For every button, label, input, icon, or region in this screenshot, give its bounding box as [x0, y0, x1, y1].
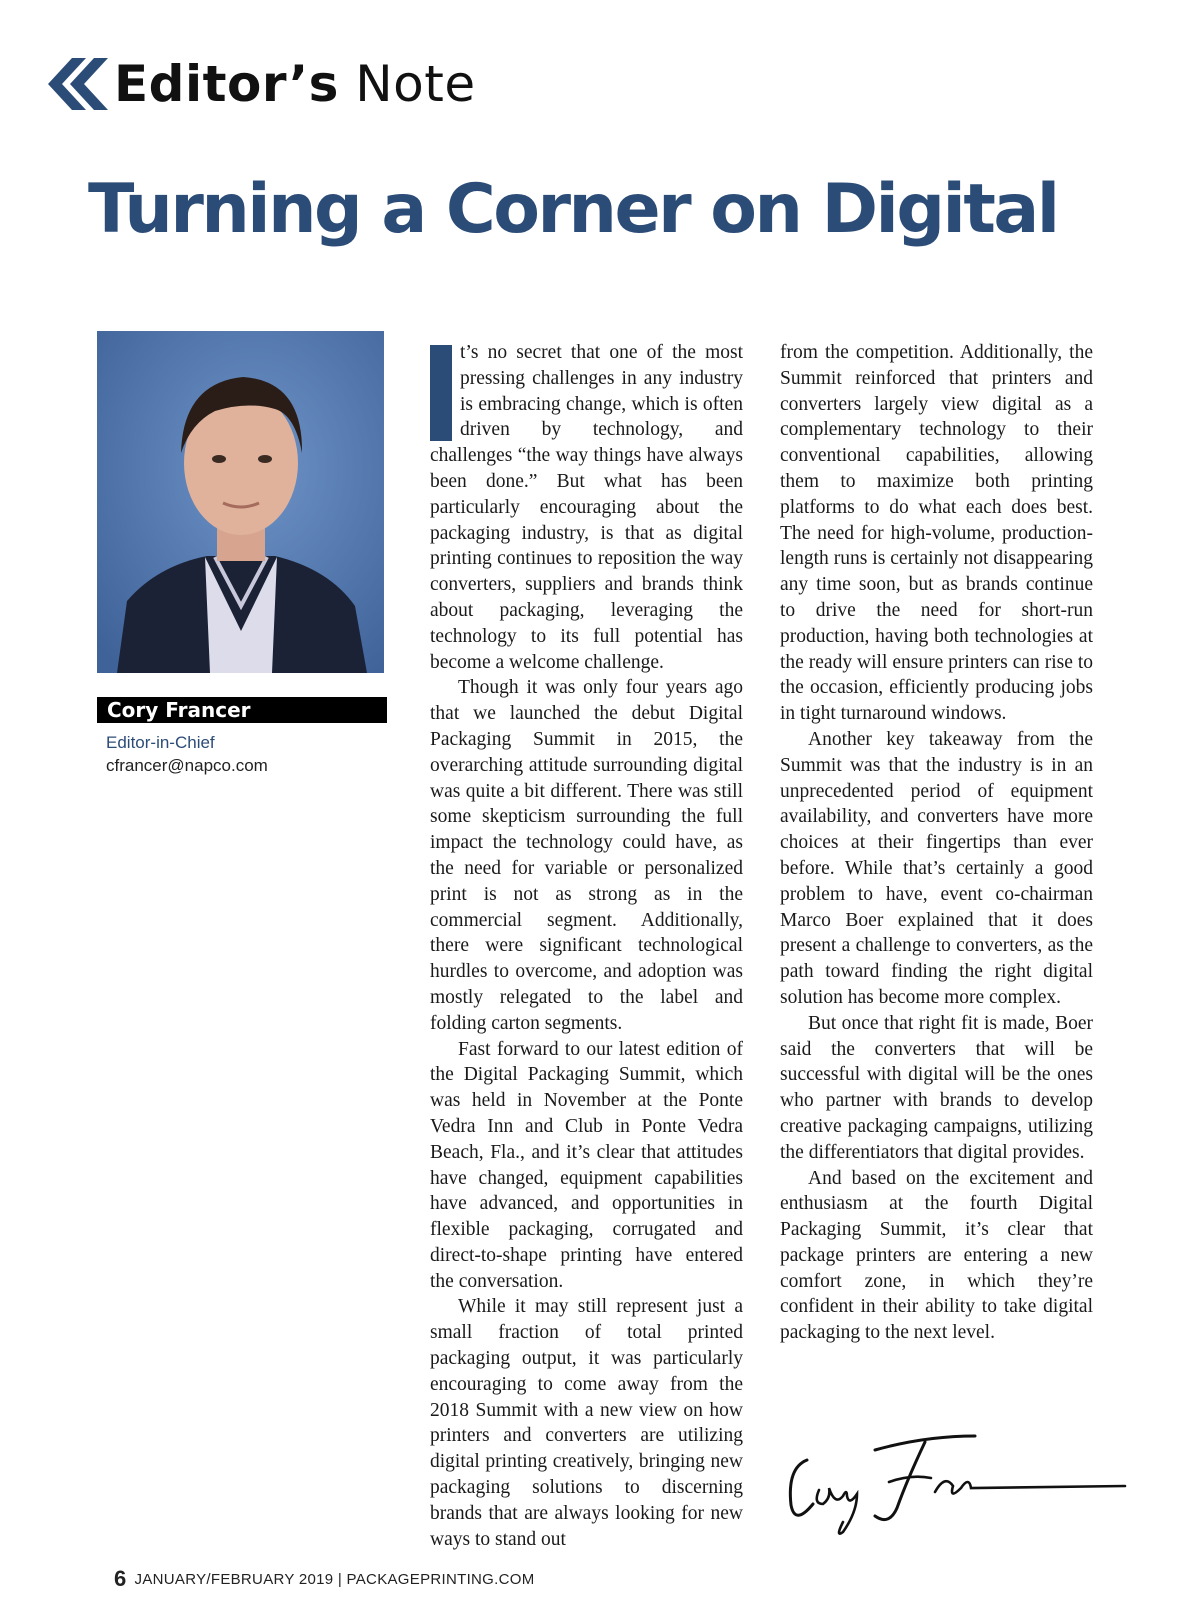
drop-cap [430, 345, 452, 441]
article-paragraph: But once that right fit is made, Boer said the converters that will be successful with digital will be the ones who partner with brands to develop creative packaging campaigns, utilizing the differentiators that digital provides. [780, 1012, 1093, 1163]
author-name: Cory Francer [97, 697, 387, 723]
section-title-light: Note [355, 55, 476, 113]
article-paragraph: Though it was only four years ago that we launched the debut Digital Packaging Summit in 2015, the overarching attitude surrounding digital was quite a bit different. There was still some skepticism surrounding the full impact the technology could have, as the need for variable or personalized print is not as strong as in the commercial segment. Additionally, there were significant technological hurdles to overcome, and adoption was mostly relegated to the label and folding carton segments. [430, 677, 743, 1034]
author-role: Editor-in-Chief [106, 733, 215, 752]
article-headline: Turning a Corner on Digital [88, 170, 1058, 249]
author-signature [785, 1430, 1135, 1540]
article-column-1 [430, 340, 743, 1552]
author-photo [97, 331, 384, 673]
section-header [46, 52, 476, 116]
article-paragraph: t’s no secret that one of the most pressing challenges in any industry is embracing change, which is often driven by technology, and challenges “the way things have always been done.” But what has been particularly encouraging about the packaging industry, is that as digital printing continues to reposition the way converters, suppliers and brands think about packaging, leveraging the technology to its full potential has become a welcome challenge. [430, 342, 743, 673]
issue-info: JANUARY/FEBRUARY 2019 | PACKAGEPRINTING.COM [134, 1571, 535, 1588]
page-footer [114, 1566, 535, 1592]
article-paragraph: And based on the excitement and enthusiasm at the fourth Digital Packaging Summit, it’s clear that package printers are entering a new comfort zone, in which they’re confident in their ability to take digital packaging to the next level. [780, 1167, 1093, 1344]
double-chevron-left-icon [46, 58, 108, 110]
article-paragraph: Fast forward to our latest edition of the Digital Packaging Summit, which was held in November at the Ponte Vedra Inn and Club in Ponte Vedra Beach, Fla., and it’s clear that attitudes have changed, equipment capabilities have advanced, and opportunities in flexible packaging, corrugated and direct-to-shape printing have entered the conversation. [430, 1038, 743, 1292]
author-email[interactable]: cfrancer@napco.com [106, 756, 268, 775]
page-number: 6 [114, 1566, 127, 1591]
article-paragraph: from the competition. Additionally, the Summit reinforced that printers and converters largely view digital as a complementary technology to their conventional capabilities, allowing them to maximize both printing platforms to do what each does best. The need for high-volume, production-length runs is certainly not disappearing any time soon, but as brands continue to drive the need for short-run production, having both technologies at the ready will ensure printers can rise to the occasion, efficiently producing jobs in tight turnaround windows. [780, 342, 1093, 725]
article-paragraph: Another key takeaway from the Summit was that the industry is in an unprecedented period of equipment availability, and converters have more choices at their fingertips than ever before. While that’s certainly a good problem to have, event co-chairman Marco Boer explained that it does present a challenge to converters, as the path toward finding the right digital solution has become more complex. [780, 728, 1093, 1008]
section-title-bold: Editor’s [114, 55, 339, 113]
section-title [114, 55, 476, 113]
article-column-2 [780, 340, 1093, 1346]
article-paragraph: While it may still represent just a small fraction of total printed packaging output, it was particularly encouraging to come away from the 2018 Summit with a new view on how printers and converters are utilizing digital printing creatively, bringing new packaging solutions to discerning brands that are always looking for new ways to stand out [430, 1296, 743, 1550]
